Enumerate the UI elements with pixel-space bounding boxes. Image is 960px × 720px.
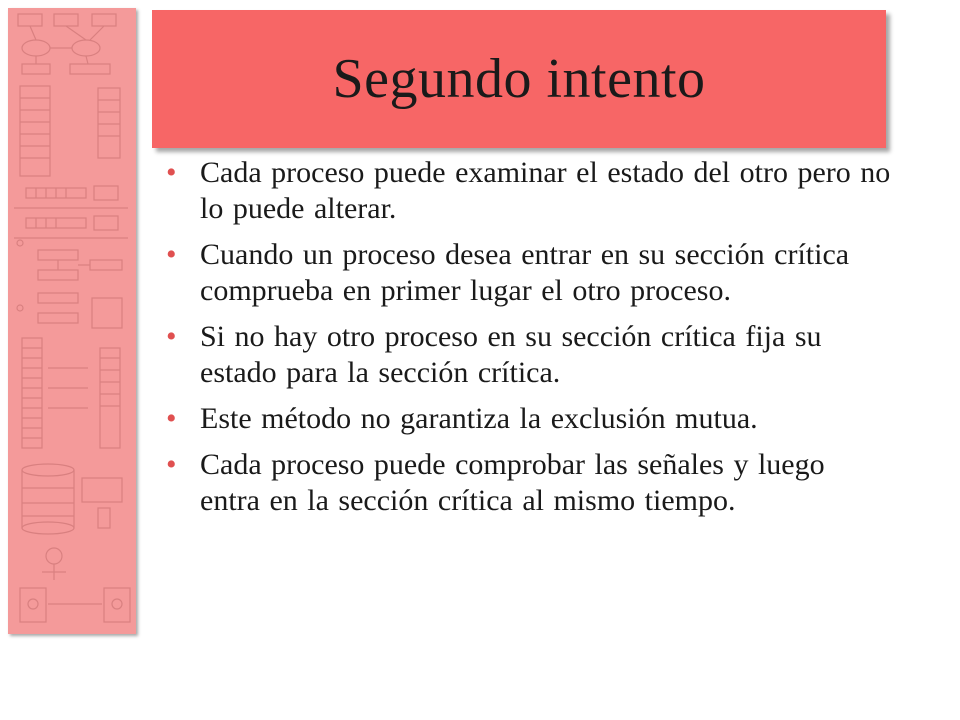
- bullet-text: Este método no garantiza la exclusión mutua.: [200, 402, 758, 435]
- bullet-list: [164, 155, 894, 529]
- bullet-text: Si no hay otro proceso en su sección crítica fija su estado para la sección crítica.: [200, 320, 822, 389]
- slide-title: Segundo intento: [332, 48, 706, 110]
- bullet-dot-icon: •: [166, 320, 177, 353]
- bullet-dot-icon: •: [166, 156, 177, 189]
- decorative-diagram-graphic: [8, 8, 136, 634]
- bullet-dot-icon: •: [166, 448, 177, 481]
- bullet-text: Cada proceso puede examinar el estado del otro pero no lo puede alterar.: [200, 156, 891, 225]
- bullet-text: Cada proceso puede comprobar las señales y luego entra en la sección crítica al mismo tiempo.: [200, 448, 825, 517]
- bullet-item: [164, 155, 894, 227]
- bullet-dot-icon: •: [166, 238, 177, 271]
- bullet-item: [164, 447, 894, 519]
- bullet-text: Cuando un proceso desea entrar en su sección crítica comprueba en primer lugar el otro proceso.: [200, 238, 850, 307]
- title-banner: [152, 10, 886, 148]
- bullet-item: [164, 237, 894, 309]
- decorative-diagram-strip: [8, 8, 136, 634]
- bullet-item: [164, 319, 894, 391]
- bullet-item: [164, 401, 894, 437]
- bullet-dot-icon: •: [166, 402, 177, 435]
